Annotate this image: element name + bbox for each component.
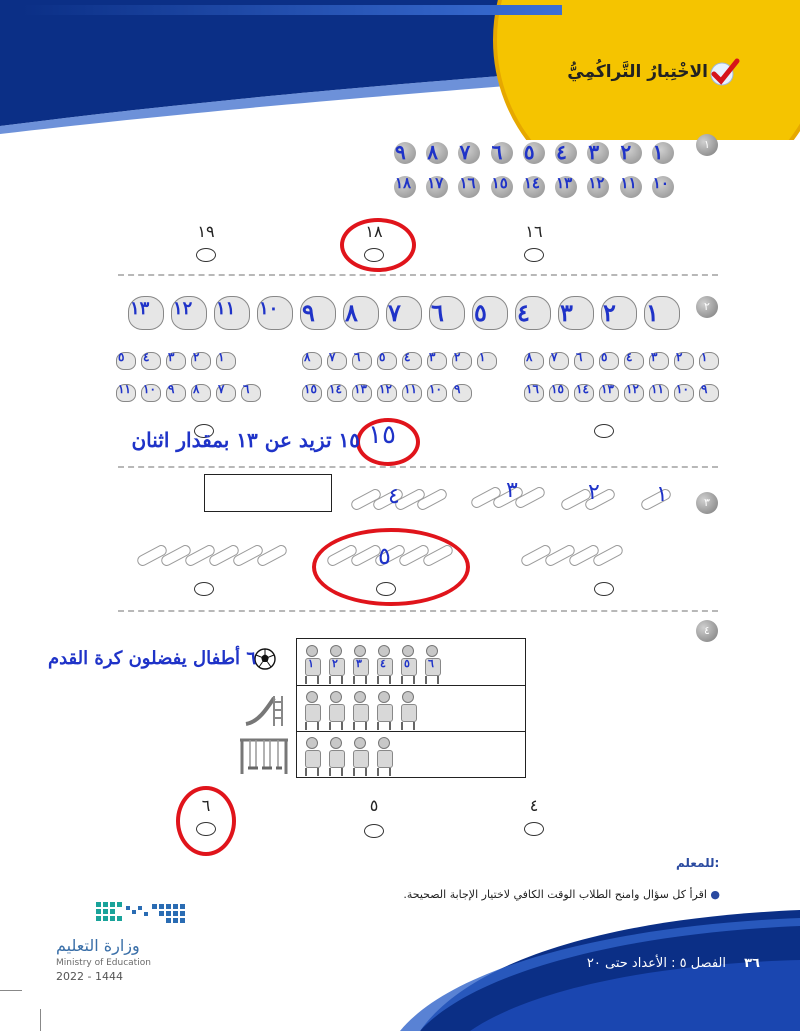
rabbit-item xyxy=(649,348,671,370)
ball-row-1 xyxy=(392,138,682,168)
rabbit-item xyxy=(472,292,510,330)
rabbit-item xyxy=(549,380,571,402)
ball-count: ١٦ xyxy=(459,174,476,192)
rabbit-item xyxy=(327,348,349,370)
option-label: ١٦ xyxy=(525,222,543,241)
ball-count: ١٢ xyxy=(588,174,605,192)
rabbit-item xyxy=(429,292,467,330)
ball-count: ٣ xyxy=(588,140,600,164)
rabbit-count: ١ xyxy=(646,298,659,327)
option-label: ٤ xyxy=(529,796,539,815)
teacher-note-text: اقرأ كل سؤال وامنح الطلاب الوقت الكافي لاختيار الإجابة الصحيحة. xyxy=(403,888,707,901)
rabbit-count: ٧ xyxy=(388,298,401,327)
child-icon xyxy=(353,737,367,773)
rabbit-count: ٥ xyxy=(118,350,125,364)
page-number: ٣٦ xyxy=(744,956,760,971)
ball-item xyxy=(521,140,547,166)
child-icon xyxy=(329,691,343,727)
graph-row-slide xyxy=(305,689,465,729)
rabbit-count: ٩ xyxy=(302,298,315,327)
selected-answer: ١٥ xyxy=(368,420,396,450)
slide-icon xyxy=(244,692,286,728)
ball-count: ٢ xyxy=(620,140,632,164)
ball-item xyxy=(521,174,547,200)
rabbit-item xyxy=(524,348,546,370)
rabbit-option-row xyxy=(524,348,724,370)
check-icon xyxy=(708,58,740,86)
answer-bubble[interactable] xyxy=(196,248,216,262)
rabbit-item xyxy=(191,348,213,370)
rabbit-item xyxy=(171,292,209,330)
rabbit-item xyxy=(166,348,188,370)
answer-bubble[interactable] xyxy=(194,582,214,596)
answer-circle xyxy=(340,218,416,272)
ministry-logo-icon xyxy=(96,898,188,928)
rabbit-item xyxy=(141,348,163,370)
ball-item xyxy=(585,174,611,200)
soccer-ball-icon xyxy=(254,648,276,670)
ball-item xyxy=(456,140,482,166)
rabbit-count: ١٤ xyxy=(576,382,589,396)
rabbit-count: ١١ xyxy=(651,382,664,396)
child-icon xyxy=(329,645,343,681)
rabbit-item xyxy=(477,348,499,370)
rabbit-count: ٢ xyxy=(676,350,683,364)
rabbit-option-row xyxy=(302,380,482,402)
child-icon xyxy=(353,691,367,727)
rabbit-item xyxy=(674,380,696,402)
paperclip-option xyxy=(520,540,630,570)
rabbit-item xyxy=(141,380,163,402)
clip-count: ٣ xyxy=(506,478,518,503)
ball-count: ١٠ xyxy=(652,174,669,192)
rabbit-count: ٥ xyxy=(474,298,487,327)
rabbit-count: ١٣ xyxy=(601,382,614,396)
answer-bubble[interactable] xyxy=(524,248,544,262)
rabbit-count: ١٢ xyxy=(173,298,193,319)
rabbit-item xyxy=(386,292,424,330)
rabbit-option-row xyxy=(116,348,276,370)
rabbit-count: ٣ xyxy=(651,350,658,364)
rabbit-count: ٦ xyxy=(431,298,444,327)
rabbit-count: ٢ xyxy=(193,350,200,364)
option-label: ١٩ xyxy=(197,222,215,241)
child-icon xyxy=(377,691,391,727)
ball-item xyxy=(650,174,676,200)
rabbit-count: ٤ xyxy=(143,350,150,364)
rabbit-item xyxy=(515,292,553,330)
rabbit-count: ٤ xyxy=(626,350,633,364)
ministry-name-en: Ministry of Education xyxy=(56,958,151,968)
answer-bubble[interactable] xyxy=(524,822,544,836)
ball-count: ٤ xyxy=(556,140,567,164)
rabbit-count: ١٢ xyxy=(626,382,639,396)
teacher-note: ● اقرأ كل سؤال وامنح الطلاب الوقت الكافي لاختيار الإجابة الصحيحة. xyxy=(403,888,720,901)
ball-item xyxy=(392,140,418,166)
rabbit-count: ٥ xyxy=(601,350,608,364)
picture-graph xyxy=(296,638,526,778)
rabbit-item xyxy=(574,348,596,370)
rabbit-count: ٣ xyxy=(560,298,573,327)
clip-count: ١ xyxy=(656,482,668,507)
rabbit-count: ١ xyxy=(701,350,708,364)
rabbit-item xyxy=(241,380,263,402)
crop-mark xyxy=(40,1009,41,1031)
ball-item xyxy=(424,174,450,200)
rabbit-count: ١٢ xyxy=(379,382,392,396)
rabbit-count: ٨ xyxy=(345,298,358,327)
ball-count: ١٤ xyxy=(523,174,540,192)
answer-bubble[interactable] xyxy=(594,424,614,438)
answer-bubble[interactable] xyxy=(376,582,396,596)
rabbit-item xyxy=(601,292,639,330)
child-icon xyxy=(425,645,439,681)
question-number: ٤ xyxy=(696,620,718,642)
rabbit-count: ١١ xyxy=(118,382,131,396)
rabbit-count: ٦ xyxy=(354,350,361,364)
rabbit-count: ١٠ xyxy=(143,382,156,396)
child-icon xyxy=(377,737,391,773)
ball-item xyxy=(585,140,611,166)
rabbit-count: ٨ xyxy=(193,382,200,396)
option-label: ٦ xyxy=(201,796,211,815)
rabbit-item xyxy=(402,380,424,402)
rabbit-item xyxy=(599,380,621,402)
ball-count: ٧ xyxy=(459,140,471,164)
ball-count: ٦ xyxy=(491,140,503,164)
rabbit-item xyxy=(214,292,252,330)
child-icon xyxy=(377,645,391,681)
rabbit-count: ٧ xyxy=(218,382,225,396)
rabbit-item xyxy=(302,380,324,402)
answer-bubble[interactable] xyxy=(594,582,614,596)
rabbit-count: ١٠ xyxy=(676,382,689,396)
rabbit-item xyxy=(352,380,374,402)
footer xyxy=(540,956,760,971)
rabbit-count: ٧ xyxy=(329,350,336,364)
child-count: ٣ xyxy=(356,657,362,670)
rabbit-item xyxy=(216,348,238,370)
rabbit-item xyxy=(674,348,696,370)
rabbit-item xyxy=(116,348,138,370)
ball-item xyxy=(553,140,579,166)
ball-count: ١٥ xyxy=(491,174,508,192)
ball-row-2 xyxy=(392,172,682,202)
rabbit-count: ٥ xyxy=(379,350,386,364)
rabbit-item xyxy=(574,380,596,402)
answer-circle xyxy=(176,786,236,856)
option-label: ١٨ xyxy=(365,222,383,241)
paperclip-row xyxy=(340,476,690,516)
rabbit-count: ٤ xyxy=(517,298,530,327)
child-count: ٦ xyxy=(428,657,434,670)
crop-mark xyxy=(0,990,22,991)
rabbit-item xyxy=(352,348,374,370)
rabbit-count: ١٠ xyxy=(259,298,279,319)
ball-count: ١٣ xyxy=(556,174,573,192)
swing-icon xyxy=(238,738,290,776)
ball-item xyxy=(456,174,482,200)
rabbit-option-row xyxy=(116,380,276,402)
rabbit-count: ١٠ xyxy=(429,382,442,396)
ball-item xyxy=(553,174,579,200)
rabbit-item xyxy=(300,292,338,330)
rabbit-item xyxy=(599,348,621,370)
ball-count: ٨ xyxy=(427,140,438,164)
rabbit-count: ١٥ xyxy=(551,382,564,396)
ball-item xyxy=(489,140,515,166)
rabbit-count: ١٣ xyxy=(130,298,150,319)
rabbit-item xyxy=(166,380,188,402)
rabbit-count: ١٤ xyxy=(329,382,342,396)
rabbit-item xyxy=(302,348,324,370)
child-icon xyxy=(305,645,319,681)
graph-row-soccer xyxy=(305,643,465,683)
rabbit-count: ٣ xyxy=(168,350,175,364)
answer-bubble[interactable] xyxy=(364,824,384,838)
edition-year: 2022 - 1444 xyxy=(56,970,123,983)
rabbit-count: ٢ xyxy=(454,350,461,364)
rabbit-count: ٨ xyxy=(304,350,311,364)
question-number: ٢ xyxy=(696,296,718,318)
rabbit-count: ٨ xyxy=(526,350,533,364)
rabbit-item xyxy=(191,380,213,402)
chapter-title: الفصل ٥ : الأعداد حتى ٢٠ xyxy=(586,956,726,971)
rabbit-item xyxy=(257,292,295,330)
rabbit-item xyxy=(644,292,682,330)
rabbit-item xyxy=(649,380,671,402)
child-icon xyxy=(401,645,415,681)
clip-count: ٢ xyxy=(588,480,600,505)
selected-answer: ٥ xyxy=(378,542,391,570)
rabbit-option-row xyxy=(302,348,502,370)
ball-item xyxy=(618,174,644,200)
rabbit-item xyxy=(427,348,449,370)
child-count: ٤ xyxy=(380,657,386,670)
option-label: ٥ xyxy=(369,796,379,815)
page-title: الاخْتِبارُ التَّراكُمِيُّ xyxy=(567,62,708,82)
rabbit-item xyxy=(327,380,349,402)
rabbit-item xyxy=(427,380,449,402)
child-icon xyxy=(305,737,319,773)
graph-row-swing xyxy=(305,735,465,775)
child-icon xyxy=(329,737,343,773)
rabbit-count: ٢ xyxy=(603,298,616,327)
ball-count: ١ xyxy=(652,140,664,164)
divider xyxy=(118,274,718,276)
divider xyxy=(118,610,718,612)
rabbit-item xyxy=(128,292,166,330)
rabbit-item xyxy=(624,380,646,402)
rabbit-count: ٩ xyxy=(454,382,461,396)
rabbit-item xyxy=(377,348,399,370)
rabbit-count: ٦ xyxy=(576,350,583,364)
rabbit-count: ٩ xyxy=(168,382,175,396)
rabbit-item xyxy=(549,348,571,370)
answer-box[interactable] xyxy=(204,474,332,512)
teacher-label: للمعلم: xyxy=(676,856,720,870)
child-icon xyxy=(353,645,367,681)
rabbit-item xyxy=(452,348,474,370)
rabbit-count: ٤ xyxy=(404,350,411,364)
rabbit-item xyxy=(699,380,721,402)
rabbit-item xyxy=(699,348,721,370)
question-number: ٣ xyxy=(696,492,718,514)
rabbit-count: ١ xyxy=(218,350,225,364)
ball-item xyxy=(650,140,676,166)
rabbit-row xyxy=(128,292,688,330)
handwritten-note: ١٥ تزيد عن ١٣ بمقدار اثنان xyxy=(131,428,360,452)
child-count: ٥ xyxy=(404,657,410,670)
ball-item xyxy=(424,140,450,166)
rabbit-item xyxy=(377,380,399,402)
rabbit-count: ٣ xyxy=(429,350,436,364)
ball-count: ٥ xyxy=(523,140,535,164)
header-stripe xyxy=(22,5,562,15)
ball-count: ١٨ xyxy=(395,174,412,192)
rabbit-count: ١١ xyxy=(216,298,236,319)
paperclip-option xyxy=(136,540,296,570)
question-number: ١ xyxy=(696,134,718,156)
child-count: ١ xyxy=(308,657,314,670)
rabbit-item xyxy=(452,380,474,402)
rabbit-count: ٩ xyxy=(701,382,708,396)
rabbit-count: ٧ xyxy=(551,350,558,364)
rabbit-item xyxy=(524,380,546,402)
child-icon xyxy=(401,691,415,727)
rabbit-count: ٦ xyxy=(243,382,250,396)
child-icon xyxy=(305,691,319,727)
rabbit-count: ١٥ xyxy=(304,382,317,396)
ball-item xyxy=(489,174,515,200)
ball-count: ١٧ xyxy=(427,174,444,192)
child-count: ٢ xyxy=(332,657,338,670)
rabbit-item xyxy=(558,292,596,330)
rabbit-count: ١١ xyxy=(404,382,417,396)
rabbit-item xyxy=(216,380,238,402)
ball-item xyxy=(392,174,418,200)
ball-count: ٩ xyxy=(395,140,406,164)
rabbit-option-row xyxy=(524,380,724,402)
divider xyxy=(118,466,718,468)
ministry-name: وزارة التعليم xyxy=(56,936,140,955)
rabbit-count: ١٦ xyxy=(526,382,539,396)
ball-item xyxy=(618,140,644,166)
handwritten-note: ٦ أطفال يفضلون كرة القدم xyxy=(47,648,256,669)
rabbit-item xyxy=(343,292,381,330)
rabbit-item xyxy=(624,348,646,370)
clip-count: ٤ xyxy=(388,484,400,509)
rabbit-count: ١٣ xyxy=(354,382,367,396)
rabbit-item xyxy=(402,348,424,370)
rabbit-count: ١ xyxy=(479,350,486,364)
ball-count: ١١ xyxy=(620,174,637,192)
rabbit-item xyxy=(116,380,138,402)
